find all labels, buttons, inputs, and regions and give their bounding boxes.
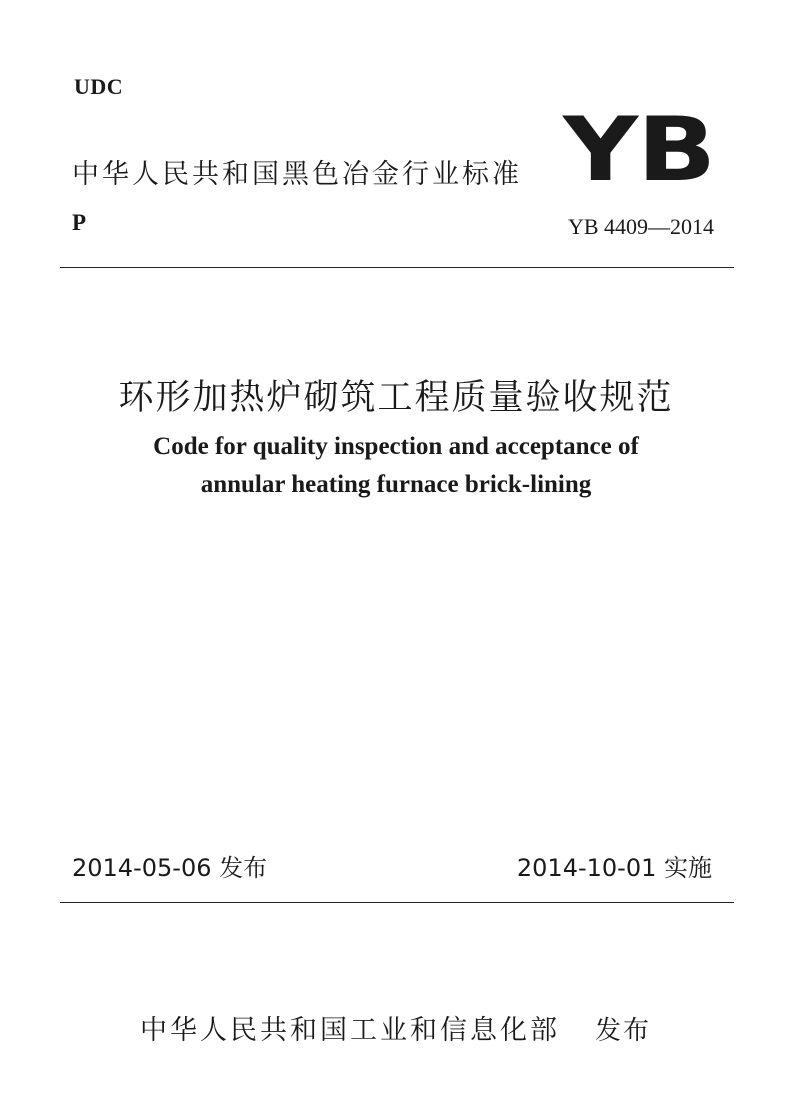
implementation-date: 2014-10-01 实施 — [516, 854, 712, 882]
title-chinese: 环形加热炉砌筑工程质量验收规范 — [118, 378, 674, 418]
title-english-line1: Code for quality inspection and acceptance of — [153, 433, 639, 460]
standard-category: 中华人民共和国黑色冶金行业标准 — [72, 159, 522, 190]
issuing-authority: 中华人民共和国工业和信息化部 — [140, 1015, 560, 1046]
classification-code: P — [72, 210, 87, 235]
title-english-line2: annular heating furnace brick-lining — [200, 471, 592, 498]
yb-logo: YB — [563, 98, 715, 201]
standard-number: YB 4409—2014 — [567, 214, 714, 239]
top-divider — [60, 267, 734, 268]
bottom-divider — [60, 902, 734, 903]
issue-date: 2014-05-06 发布 — [72, 854, 268, 882]
issuer-action: 发布 — [595, 1016, 652, 1046]
udc-label: UDC — [74, 74, 124, 99]
